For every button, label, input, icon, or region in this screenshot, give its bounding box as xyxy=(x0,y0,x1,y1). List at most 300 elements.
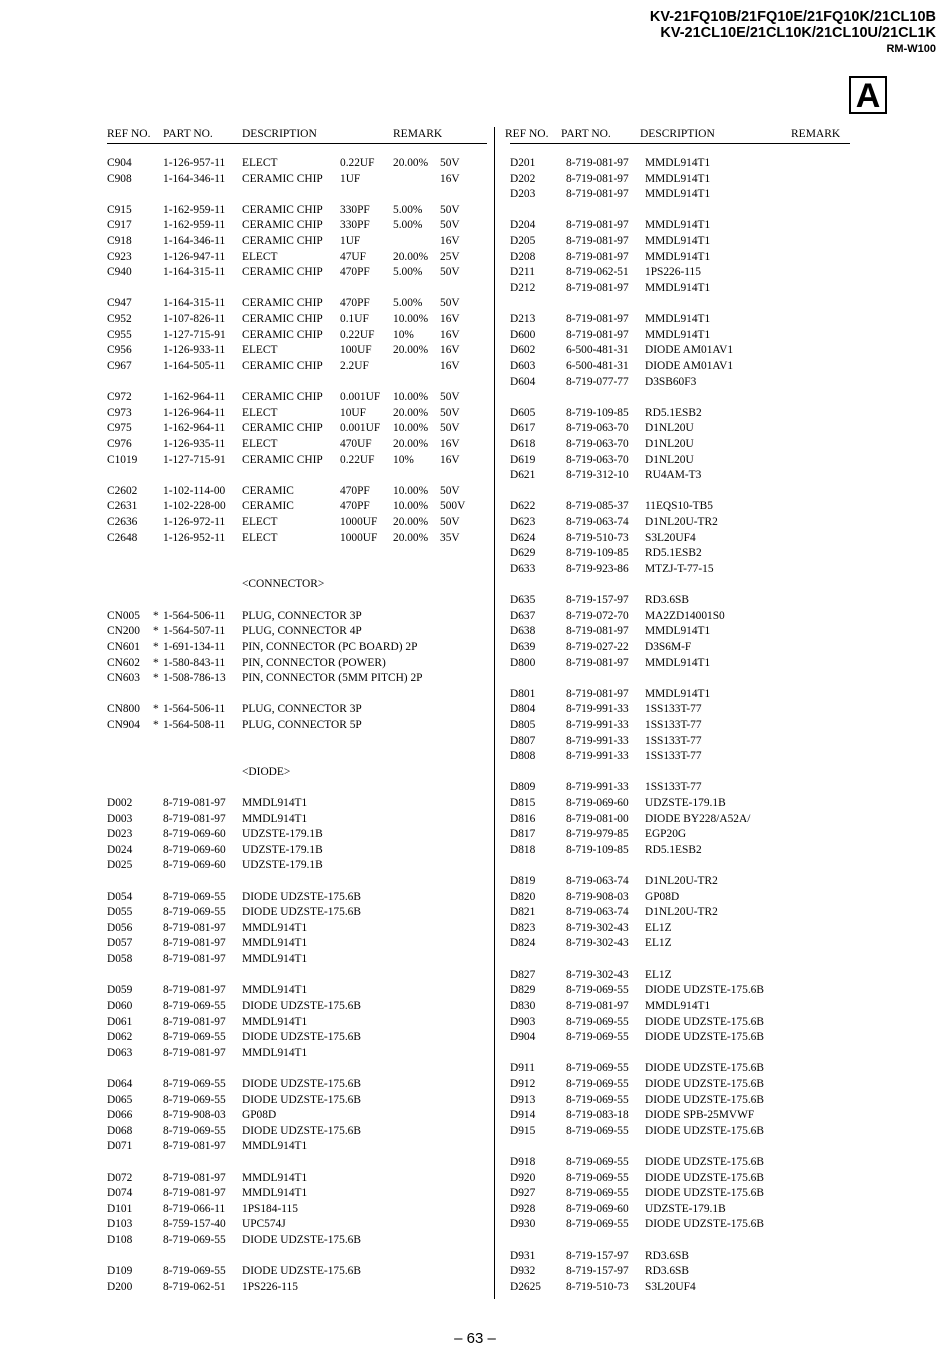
ref-no-cell: D624 xyxy=(510,531,536,544)
ref-no-cell: D109 xyxy=(107,1265,133,1278)
description-cell: D3S6M-F xyxy=(645,640,692,653)
value-cell: 0.1UF xyxy=(340,313,369,326)
table-row xyxy=(107,796,487,812)
tolerance-cell: 5.00% xyxy=(393,297,423,310)
part-no-cell: 8-719-069-55 xyxy=(566,1077,629,1090)
part-no-cell: 8-719-081-97 xyxy=(566,219,629,232)
value-cell: 0.22UF xyxy=(340,453,375,466)
part-no-cell: 8-719-069-55 xyxy=(163,1265,226,1278)
ref-no-cell: D817 xyxy=(510,828,536,841)
part-no-cell: 8-719-109-85 xyxy=(566,843,629,856)
row-spacer xyxy=(510,296,850,312)
description-cell: DIODE AM01AV1 xyxy=(645,359,734,372)
table-row xyxy=(510,905,850,921)
description-cell: MMDL914T1 xyxy=(645,157,711,169)
tolerance-cell: 20.00% xyxy=(393,516,429,529)
table-row xyxy=(510,343,850,359)
part-no-cell: 8-719-081-97 xyxy=(566,313,629,326)
table-row xyxy=(510,421,850,437)
ref-no-cell: D062 xyxy=(107,1031,133,1044)
ref-no-cell: D103 xyxy=(107,1218,133,1231)
part-no-cell: 8-719-069-55 xyxy=(566,1093,629,1106)
ref-no-cell: D064 xyxy=(107,1077,133,1090)
table-row xyxy=(107,484,487,500)
ref-no-cell: C908 xyxy=(107,172,132,185)
description-cell: GP08D xyxy=(645,890,680,903)
value-cell: 1000UF xyxy=(340,516,378,529)
part-no-cell: 8-719-081-00 xyxy=(566,812,629,825)
ref-no-cell: C923 xyxy=(107,250,132,263)
ref-no-cell: D205 xyxy=(510,235,536,248)
table-row xyxy=(510,172,850,188)
row-spacer xyxy=(510,765,850,781)
part-no-cell: 8-719-081-97 xyxy=(163,1046,226,1059)
ref-no-cell: CN005 xyxy=(107,609,140,622)
part-no-cell: 8-719-069-55 xyxy=(163,999,226,1012)
section-heading-text: <DIODE> xyxy=(242,765,291,778)
part-no-cell: 1-126-957-11 xyxy=(163,157,226,169)
description-cell: ELECT xyxy=(242,516,278,529)
part-no-cell: 8-719-081-97 xyxy=(163,1140,226,1153)
tolerance-cell: 20.00% xyxy=(393,344,429,357)
table-row xyxy=(510,1061,850,1077)
ref-no-cell: D819 xyxy=(510,875,536,888)
description-cell: EL1Z xyxy=(645,921,672,934)
ref-no-cell: D623 xyxy=(510,516,536,529)
part-no-cell: 8-719-302-43 xyxy=(566,937,629,950)
row-spacer xyxy=(107,1061,487,1077)
part-no-cell: 8-719-991-33 xyxy=(566,734,629,747)
ref-no-cell: C2636 xyxy=(107,516,138,529)
row-spacer xyxy=(107,780,487,796)
part-no-cell: 8-719-081-97 xyxy=(163,1187,226,1200)
table-row xyxy=(107,312,487,328)
ref-no-cell: D801 xyxy=(510,687,536,700)
table-row xyxy=(510,734,850,750)
part-no-cell: 1-564-506-11 xyxy=(163,703,226,716)
part-no-cell: 1-126-947-11 xyxy=(163,250,226,263)
part-no-cell: 8-719-081-97 xyxy=(566,250,629,263)
ref-no-cell: D071 xyxy=(107,1140,133,1153)
table-row xyxy=(510,468,850,484)
part-no-cell: 8-719-069-55 xyxy=(566,1171,629,1184)
table-row xyxy=(107,390,487,406)
ref-no-cell: D920 xyxy=(510,1171,536,1184)
ref-no-cell: D213 xyxy=(510,313,536,326)
ref-no-cell: D911 xyxy=(510,1062,535,1075)
part-no-cell: 8-719-069-60 xyxy=(566,796,629,809)
description-cell: CERAMIC CHIP xyxy=(242,266,323,279)
description-cell: PIN, CONNECTOR (PC BOARD) 2P xyxy=(242,640,418,653)
voltage-cell: 50V xyxy=(440,422,460,435)
ref-no-cell: D002 xyxy=(107,796,133,809)
value-cell: 0.22UF xyxy=(340,328,375,341)
tolerance-cell: 5.00% xyxy=(393,219,423,232)
table-row xyxy=(510,187,850,203)
voltage-cell: 16V xyxy=(440,172,460,185)
ref-no-cell: D602 xyxy=(510,344,536,357)
ref-no-cell: D829 xyxy=(510,984,536,997)
part-no-cell: 8-719-063-70 xyxy=(566,453,629,466)
value-cell: 470PF xyxy=(340,484,370,497)
value-cell: 0.22UF xyxy=(340,157,375,169)
ref-no-cell: D061 xyxy=(107,1015,133,1028)
part-no-cell: 8-719-312-10 xyxy=(566,469,629,482)
description-cell: 1SS133T-77 xyxy=(645,703,702,716)
ref-no-cell: D823 xyxy=(510,921,536,934)
row-spacer xyxy=(107,546,487,562)
table-row xyxy=(107,702,487,718)
description-cell: DIODE UDZSTE-175.6B xyxy=(242,906,361,919)
ref-no-cell: D211 xyxy=(510,266,535,279)
table-row xyxy=(510,546,850,562)
description-cell: DIODE UDZSTE-175.6B xyxy=(242,1077,361,1090)
tolerance-cell: 5.00% xyxy=(393,266,423,279)
voltage-cell: 500V xyxy=(440,500,466,513)
ref-no-cell: D930 xyxy=(510,1218,536,1231)
description-cell: ELECT xyxy=(242,250,278,263)
table-row xyxy=(510,375,850,391)
tolerance-cell: 10.00% xyxy=(393,391,429,404)
row-spacer xyxy=(510,671,850,687)
description-cell: 11EQS10-TB5 xyxy=(645,500,713,513)
part-no-cell: 8-719-991-33 xyxy=(566,781,629,794)
part-no-cell: 8-719-510-73 xyxy=(566,1280,629,1293)
row-spacer xyxy=(107,1249,487,1265)
safety-mark-cell: * xyxy=(153,672,159,685)
description-cell: MMDL914T1 xyxy=(242,1015,308,1028)
description-cell: D1NL20U-TR2 xyxy=(645,516,718,529)
part-no-cell: 8-719-062-51 xyxy=(566,266,629,279)
description-cell: ELECT xyxy=(242,437,278,450)
part-no-cell: 8-719-063-74 xyxy=(566,516,629,529)
ref-no-cell: D621 xyxy=(510,469,536,482)
table-row xyxy=(510,281,850,297)
description-cell: DIODE UDZSTE-175.6B xyxy=(645,984,764,997)
description-cell: DIODE UDZSTE-175.6B xyxy=(242,1234,361,1247)
description-cell: MMDL914T1 xyxy=(645,188,711,201)
part-no-cell: 8-719-991-33 xyxy=(566,703,629,716)
row-spacer xyxy=(107,562,487,578)
part-no-cell: 8-719-069-60 xyxy=(163,843,226,856)
description-cell: DIODE UDZSTE-175.6B xyxy=(242,1093,361,1106)
description-cell: PLUG, CONNECTOR 5P xyxy=(242,718,362,731)
tolerance-cell: 20.00% xyxy=(393,531,429,544)
description-header: DESCRIPTION xyxy=(242,128,317,140)
safety-mark-cell: * xyxy=(153,718,159,731)
ref-no-cell: D914 xyxy=(510,1109,536,1122)
part-no-cell: 8-719-081-97 xyxy=(566,656,629,669)
parts-column-left xyxy=(107,127,487,1295)
ref-no-cell: D055 xyxy=(107,906,133,919)
row-spacer xyxy=(107,1155,487,1171)
part-no-cell: 8-719-923-86 xyxy=(566,562,629,575)
part-no-cell: 1-564-507-11 xyxy=(163,625,226,638)
value-cell: 1UF xyxy=(340,235,361,248)
row-spacer xyxy=(107,593,487,609)
column-header-left xyxy=(107,127,487,144)
part-no-cell: 8-719-081-97 xyxy=(566,157,629,169)
part-no-cell: 8-719-027-22 xyxy=(566,640,629,653)
part-no-cell: 6-500-481-31 xyxy=(566,359,629,372)
table-row xyxy=(107,1093,487,1109)
description-cell: MA2ZD14001S0 xyxy=(645,609,725,622)
ref-no-cell: C904 xyxy=(107,157,132,169)
table-row xyxy=(107,156,487,172)
safety-mark-cell: * xyxy=(153,656,159,669)
part-no-cell: 8-719-069-55 xyxy=(163,1031,226,1044)
value-cell: 2.2UF xyxy=(340,359,369,372)
part-no-cell: 8-719-069-55 xyxy=(566,1156,629,1168)
description-cell: D1NL20U-TR2 xyxy=(645,875,718,888)
description-cell: MMDL914T1 xyxy=(242,1171,308,1184)
description-cell: 1PS226-115 xyxy=(242,1280,298,1293)
description-cell: D1NL20U-TR2 xyxy=(645,906,718,919)
description-cell: DIODE UDZSTE-175.6B xyxy=(645,1031,764,1044)
part-no-cell: 1-126-952-11 xyxy=(163,531,226,544)
table-row xyxy=(510,499,850,515)
part-no-header: PART NO. xyxy=(561,128,611,140)
description-cell: DIODE UDZSTE-175.6B xyxy=(242,999,361,1012)
tolerance-cell: 10.00% xyxy=(393,484,429,497)
part-no-cell: 8-719-066-11 xyxy=(163,1202,226,1215)
description-cell: DIODE UDZSTE-175.6B xyxy=(645,1187,764,1200)
part-no-cell: 8-719-063-74 xyxy=(566,875,629,888)
value-cell: 330PF xyxy=(340,203,370,216)
table-row xyxy=(107,359,487,375)
ref-no-cell: D2625 xyxy=(510,1280,542,1293)
ref-no-cell: D074 xyxy=(107,1187,133,1200)
part-no-cell: 8-719-081-97 xyxy=(163,812,226,825)
ref-no-cell: D622 xyxy=(510,500,536,513)
description-cell: DIODE UDZSTE-175.6B xyxy=(242,890,361,903)
table-row xyxy=(510,827,850,843)
description-cell: RD3.6SB xyxy=(645,594,689,607)
description-cell: 1SS133T-77 xyxy=(645,718,702,731)
part-no-cell: 8-719-081-97 xyxy=(566,188,629,201)
description-cell: ELECT xyxy=(242,406,278,419)
description-cell: DIODE UDZSTE-175.6B xyxy=(645,1171,764,1184)
description-cell: 1SS133T-77 xyxy=(645,734,702,747)
part-no-cell: 1-127-715-91 xyxy=(163,328,226,341)
table-row xyxy=(107,1108,487,1124)
part-no-cell: 8-719-069-55 xyxy=(163,890,226,903)
part-no-cell: 8-719-063-70 xyxy=(566,437,629,450)
ref-no-cell: D808 xyxy=(510,750,536,763)
ref-no-cell: CN602 xyxy=(107,656,140,669)
table-row xyxy=(107,718,487,734)
description-cell: DIODE UDZSTE-175.6B xyxy=(645,1015,764,1028)
description-cell: MMDL914T1 xyxy=(242,953,308,966)
value-cell: 470PF xyxy=(340,297,370,310)
table-row xyxy=(107,921,487,937)
table-row xyxy=(107,905,487,921)
description-cell: CERAMIC CHIP xyxy=(242,391,323,404)
table-row xyxy=(107,421,487,437)
ref-no-cell: D915 xyxy=(510,1124,536,1137)
table-row xyxy=(107,671,487,687)
part-no-cell: 8-719-157-97 xyxy=(566,1265,629,1278)
ref-no-cell: D637 xyxy=(510,609,536,622)
description-cell: PLUG, CONNECTOR 3P xyxy=(242,703,362,716)
description-cell: UPC574J xyxy=(242,1218,286,1231)
ref-no-cell: C956 xyxy=(107,344,132,357)
ref-no-cell: C967 xyxy=(107,359,132,372)
table-row xyxy=(107,515,487,531)
value-cell: 1000UF xyxy=(340,531,378,544)
ref-no-cell: C915 xyxy=(107,203,132,216)
part-no-cell: 8-719-069-60 xyxy=(566,1202,629,1215)
description-cell: PLUG, CONNECTOR 3P xyxy=(242,609,362,622)
table-row xyxy=(510,1249,850,1265)
ref-no-cell: D800 xyxy=(510,656,536,669)
voltage-cell: 50V xyxy=(440,266,460,279)
voltage-cell: 16V xyxy=(440,359,460,372)
ref-no-cell: D200 xyxy=(107,1280,133,1293)
description-cell: PIN, CONNECTOR (POWER) xyxy=(242,656,386,669)
description-cell: CERAMIC xyxy=(242,484,294,497)
table-row xyxy=(107,172,487,188)
table-row xyxy=(107,1233,487,1249)
safety-mark-cell: * xyxy=(153,609,159,622)
ref-no-cell: D203 xyxy=(510,188,536,201)
part-no-cell: 8-719-069-55 xyxy=(566,1015,629,1028)
ref-no-cell: D063 xyxy=(107,1046,133,1059)
part-no-cell: 8-719-069-55 xyxy=(163,1093,226,1106)
ref-no-cell: D059 xyxy=(107,984,133,997)
row-spacer xyxy=(510,858,850,874)
ref-no-cell: D913 xyxy=(510,1093,536,1106)
description-cell: 1PS184-115 xyxy=(242,1202,298,1215)
tolerance-cell: 10% xyxy=(393,453,414,466)
section-heading xyxy=(107,577,487,593)
ref-no-cell: D804 xyxy=(510,703,536,716)
table-row xyxy=(510,593,850,609)
ref-no-cell: D635 xyxy=(510,594,536,607)
table-row xyxy=(107,1046,487,1062)
table-row xyxy=(510,609,850,625)
description-cell: CERAMIC CHIP xyxy=(242,219,323,232)
table-row xyxy=(107,328,487,344)
table-row xyxy=(107,1202,487,1218)
table-row xyxy=(107,952,487,968)
part-no-cell: 8-719-069-60 xyxy=(163,859,226,872)
table-row xyxy=(510,1015,850,1031)
description-cell: D1NL20U xyxy=(645,453,694,466)
part-no-cell: 1-126-933-11 xyxy=(163,344,226,357)
ref-no-cell: D202 xyxy=(510,172,536,185)
part-no-header: PART NO. xyxy=(163,128,213,140)
table-row xyxy=(107,812,487,828)
part-no-cell: 8-719-991-33 xyxy=(566,718,629,731)
part-no-cell: 1-162-959-11 xyxy=(163,203,226,216)
part-no-cell: 8-719-979-85 xyxy=(566,828,629,841)
ref-no-cell: C2648 xyxy=(107,531,138,544)
table-row xyxy=(510,812,850,828)
description-cell: MMDL914T1 xyxy=(645,687,711,700)
table-row xyxy=(107,1124,487,1140)
table-row xyxy=(510,999,850,1015)
ref-no-cell: D058 xyxy=(107,953,133,966)
description-cell: MMDL914T1 xyxy=(242,1187,308,1200)
safety-mark-cell: * xyxy=(153,703,159,716)
description-cell: DIODE UDZSTE-175.6B xyxy=(645,1124,764,1137)
description-cell: DIODE UDZSTE-175.6B xyxy=(242,1031,361,1044)
ref-no-cell: C973 xyxy=(107,406,132,419)
part-no-cell: 1-164-346-11 xyxy=(163,172,226,185)
ref-no-cell: D818 xyxy=(510,843,536,856)
part-no-cell: 8-719-081-97 xyxy=(163,921,226,934)
part-no-cell: 8-719-069-55 xyxy=(163,1124,226,1137)
value-cell: 100UF xyxy=(340,344,372,357)
row-spacer xyxy=(107,468,487,484)
ref-no-cell: D820 xyxy=(510,890,536,903)
description-cell: MMDL914T1 xyxy=(242,1140,308,1153)
remark-header: REMARK xyxy=(393,128,443,140)
table-row xyxy=(107,406,487,422)
ref-no-cell: D904 xyxy=(510,1031,536,1044)
part-no-cell: 8-719-063-74 xyxy=(566,906,629,919)
description-cell: UDZSTE-179.1B xyxy=(645,1202,726,1215)
part-no-cell: 8-719-069-55 xyxy=(566,1062,629,1075)
part-no-cell: 1-580-843-11 xyxy=(163,656,226,669)
table-row xyxy=(107,437,487,453)
description-cell: CERAMIC CHIP xyxy=(242,203,323,216)
table-row xyxy=(107,624,487,640)
table-row xyxy=(107,656,487,672)
part-no-cell: 8-719-081-97 xyxy=(163,796,226,809)
value-cell: 330PF xyxy=(340,219,370,232)
ref-no-cell: D619 xyxy=(510,453,536,466)
ref-no-cell: D617 xyxy=(510,422,536,435)
value-cell: 10UF xyxy=(340,406,366,419)
row-spacer xyxy=(107,749,487,765)
ref-no-cell: D603 xyxy=(510,359,536,372)
table-row xyxy=(510,718,850,734)
value-cell: 1UF xyxy=(340,172,361,185)
part-no-cell: 8-719-908-03 xyxy=(163,1109,226,1122)
table-row xyxy=(510,156,850,172)
table-row xyxy=(510,1155,850,1171)
row-spacer xyxy=(107,375,487,391)
description-cell: EL1Z xyxy=(645,937,672,950)
description-cell: MMDL914T1 xyxy=(645,999,711,1012)
part-no-cell: 1-126-964-11 xyxy=(163,406,226,419)
part-no-cell: 8-719-081-97 xyxy=(163,1171,226,1184)
part-no-cell: 8-719-081-97 xyxy=(566,999,629,1012)
description-cell: PLUG, CONNECTOR 4P xyxy=(242,625,362,638)
ref-no-cell: C976 xyxy=(107,437,132,450)
ref-no-cell: D201 xyxy=(510,157,536,169)
table-row xyxy=(107,234,487,250)
part-no-cell: 8-719-069-55 xyxy=(566,1218,629,1231)
description-cell: UDZSTE-179.1B xyxy=(242,828,323,841)
ref-no-cell: D212 xyxy=(510,281,536,294)
description-cell: MMDL914T1 xyxy=(242,921,308,934)
part-no-cell: 1-126-972-11 xyxy=(163,516,226,529)
ref-no-cell: D815 xyxy=(510,796,536,809)
table-row xyxy=(107,343,487,359)
ref-no-cell: D633 xyxy=(510,562,536,575)
value-cell: 470PF xyxy=(340,266,370,279)
table-row xyxy=(510,1077,850,1093)
description-cell: MMDL914T1 xyxy=(242,984,308,997)
ref-no-cell: D830 xyxy=(510,999,536,1012)
table-row xyxy=(510,453,850,469)
part-no-cell: 8-719-072-70 xyxy=(566,609,629,622)
description-cell: MMDL914T1 xyxy=(242,812,308,825)
description-cell: MMDL914T1 xyxy=(645,250,711,263)
